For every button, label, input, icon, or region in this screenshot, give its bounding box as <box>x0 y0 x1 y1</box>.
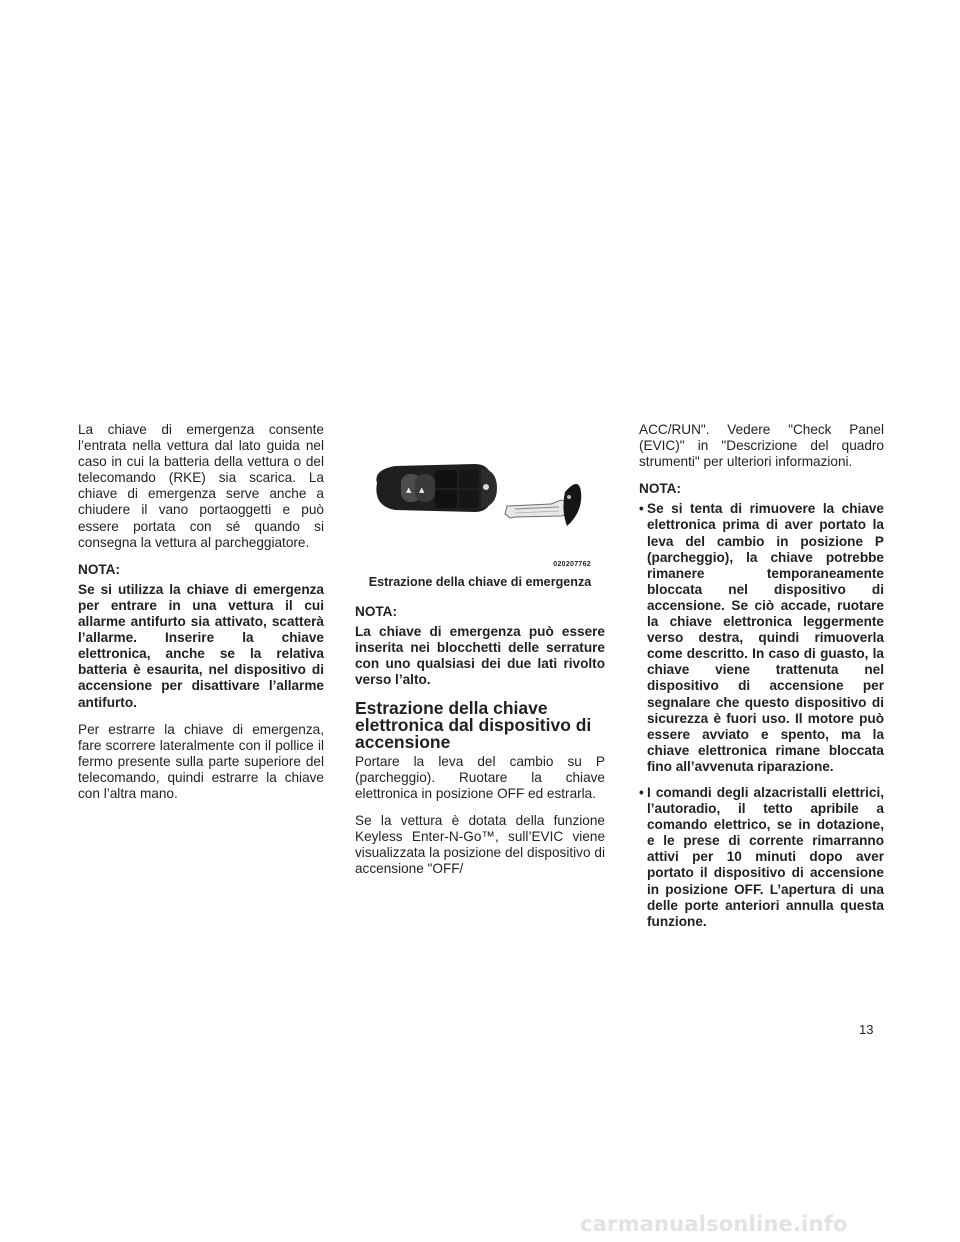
svg-text:▲: ▲ <box>406 486 412 494</box>
bullet-icon: • <box>639 784 644 800</box>
keyless-enter-n-go-text: Se la vettura è dotata della funzione Keyless Enter-N-Go™, sull’EVIC viene visualizzata la posizione del dispositivo di accensione "OFF/ <box>355 812 605 877</box>
key-fob-figure <box>355 422 605 572</box>
evic-reference-text: ACC/RUN". Vedere "Check Panel (EVIC)" in "Descrizione del quadro strumenti" per ulteriori informazioni. <box>639 422 884 470</box>
remove-key-instructions: Portare la leva del cambio su P (parcheggio). Ruotare la chiave elettronica in posizione OFF ed estrarla. <box>355 753 605 801</box>
insert-key-note: La chiave di emergenza può essere inserita nei blocchetti delle serrature con uno qualsiasi dei due lati rivolto verso l’alto. <box>355 624 605 688</box>
svg-text:▲: ▲ <box>419 486 425 494</box>
nota-label: NOTA: <box>639 481 682 497</box>
alarm-note: Se si utilizza la chiave di emergenza per entrare in una vettura il cui allarme antifurto sia attivato, scatterà l’allarme. Inserire la chiave elettronica, anche se la relativa batteria è esaurita, nel dispositivo di accensione per disattivare l’allarme antifurto. <box>78 581 324 710</box>
nota-label: NOTA: <box>355 604 398 620</box>
middle-column <box>355 422 605 888</box>
list-item <box>639 501 884 775</box>
bullet-icon: • <box>639 501 644 517</box>
page-number: 13 <box>859 1022 874 1037</box>
list-item <box>639 785 884 930</box>
bullet-text: Se si tenta di rimuovere la chiave elettronica prima di aver portato la leva del cambio in posizione P (parcheggio), la chiave potrebbe rimanere temporaneamente bloccata nel dispositivo di accensione. Se ciò accade, ruotare la chiave elettronica leggermente verso destra, quindi rimuoverla come descritto. In caso di guasto, la chiave viene trattenuta nel dispositivo di accensione per segnalare che questo dispositivo di sicurezza è fuori uso. Il motore può essere avviato e spento, ma la chiave elettronica rimane bloccata fino all’avvenuta riparazione. <box>647 501 884 774</box>
watermark: carmanualsonline.info <box>580 1212 848 1236</box>
figure-caption: Estrazione della chiave di emergenza <box>368 575 592 589</box>
section-heading: Estrazione della chiave elettronica dal dispositivo di accensione <box>355 697 592 752</box>
emergency-key-intro: La chiave di emergenza consente l’entrata nella vettura dal lato guida nel caso in cui la batteria della vettura o del telecomando (RKE) sia scarica. La chiave di emergenza serve anche a chiudere il vano portaoggetti e può essere portata con sé quando si consegna la vettura al parcheggiatore. <box>78 422 324 550</box>
figure-code: 020207762 <box>553 561 591 568</box>
left-column <box>78 422 324 813</box>
key-fob-illustration <box>355 422 605 572</box>
nota-bullet-list <box>639 501 884 929</box>
extract-key-instructions: Per estrarre la chiave di emergenza, fare scorrere lateralmente con il pollice il fermo presente sulla parte superiore del telecomando, quindi estrarre la chiave con l’altra mano. <box>78 721 324 801</box>
bullet-text: I comandi degli alzacristalli elettrici, l’autoradio, il tetto apribile a comando elettrico, se in dotazione, e le prese di corrente rimarranno attivi per 10 minuti dopo aver portato il dispositivo di accensione in posizione OFF. L’apertura di una delle porte anteriori annulla questa funzione. <box>647 784 884 929</box>
nota-label: NOTA: <box>78 561 121 577</box>
right-column <box>639 422 884 940</box>
